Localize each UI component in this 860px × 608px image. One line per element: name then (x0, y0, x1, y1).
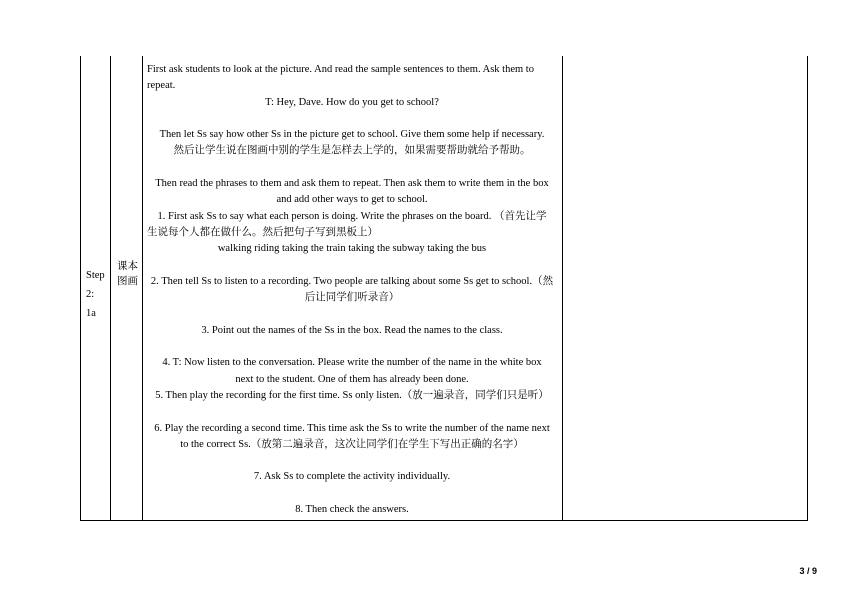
resource-label-line: 课本 (117, 261, 138, 272)
blank-line (147, 111, 557, 127)
procedure-line: repeat. (147, 80, 176, 92)
procedure-line: Then read the phrases to them and ask them to repeat. Then ask them to write them in the box (155, 178, 549, 190)
procedure-line: to the correct Ss.（放第二遍录音，这次让同学们在学生下写出正确的名字） (180, 438, 524, 450)
procedure-column (143, 56, 563, 520)
procedure-line: 8. Then check the answers. (295, 504, 409, 516)
step-label-line: Step (86, 270, 105, 281)
procedure-line: 7. Ask Ss to complete the activity individually. (253, 471, 451, 483)
notes-column (563, 56, 807, 520)
procedure-line: 2. Then tell Ss to listen to a recording. Two people are talking about some Ss get to school.（然 (150, 275, 554, 287)
procedure-line: walking riding taking the train taking the subway taking the bus (217, 243, 487, 255)
procedure-line: 生说每个人都在做什么。然后把句子写到黑板上） (147, 226, 378, 238)
blank-line (147, 453, 557, 469)
step-label (86, 266, 105, 323)
procedure-line: 4. T: Now listen to the conversation. Please write the number of the name in the white box (162, 357, 542, 369)
blank-line (147, 339, 557, 355)
procedure-line: 5. Then play the recording for the first time. Ss only listen.（放一遍录音，同学们只是听） (155, 389, 549, 401)
lesson-table (80, 56, 808, 521)
blank-line (147, 306, 557, 322)
procedure-line: 后让同学们听录音） (304, 292, 400, 304)
blank-line (147, 160, 557, 176)
step-label-line: 1a (86, 308, 96, 319)
procedure-line: First ask students to look at the picture. And read the sample sentences to them. Ask them to (147, 64, 534, 75)
blank-line (147, 404, 557, 420)
resource-column (111, 56, 143, 520)
procedure-text (147, 62, 557, 518)
procedure-line: next to the student. One of them has already been done. (235, 373, 469, 385)
step-column (81, 56, 111, 520)
blank-line (147, 258, 557, 274)
procedure-line: 6. Play the recording a second time. This time ask the Ss to write the number of the name next (154, 422, 550, 434)
page-number: 3 / 9 (799, 566, 817, 576)
step-label-line: 2: (86, 289, 95, 300)
blank-line (147, 486, 557, 502)
procedure-line: 3. Point out the names of the Ss in the box. Read the names to the class. (201, 324, 503, 336)
procedure-line: Then let Ss say how other Ss in the picture get to school. Give them some help if necessary. (159, 129, 545, 141)
procedure-line: 然后让学生说在图画中别的学生是怎样去上学的，如果需要帮助就给予帮助。 (173, 145, 531, 157)
procedure-line: 1. First ask Ss to say what each person is doing. Write the phrases on the board. （首先让学 (157, 210, 547, 222)
resource-label-line: 图画 (117, 276, 138, 287)
resource-label (117, 259, 139, 289)
procedure-line: T: Hey, Dave. How do you get to school? (265, 96, 439, 108)
procedure-line: and add other ways to get to school. (276, 194, 428, 206)
